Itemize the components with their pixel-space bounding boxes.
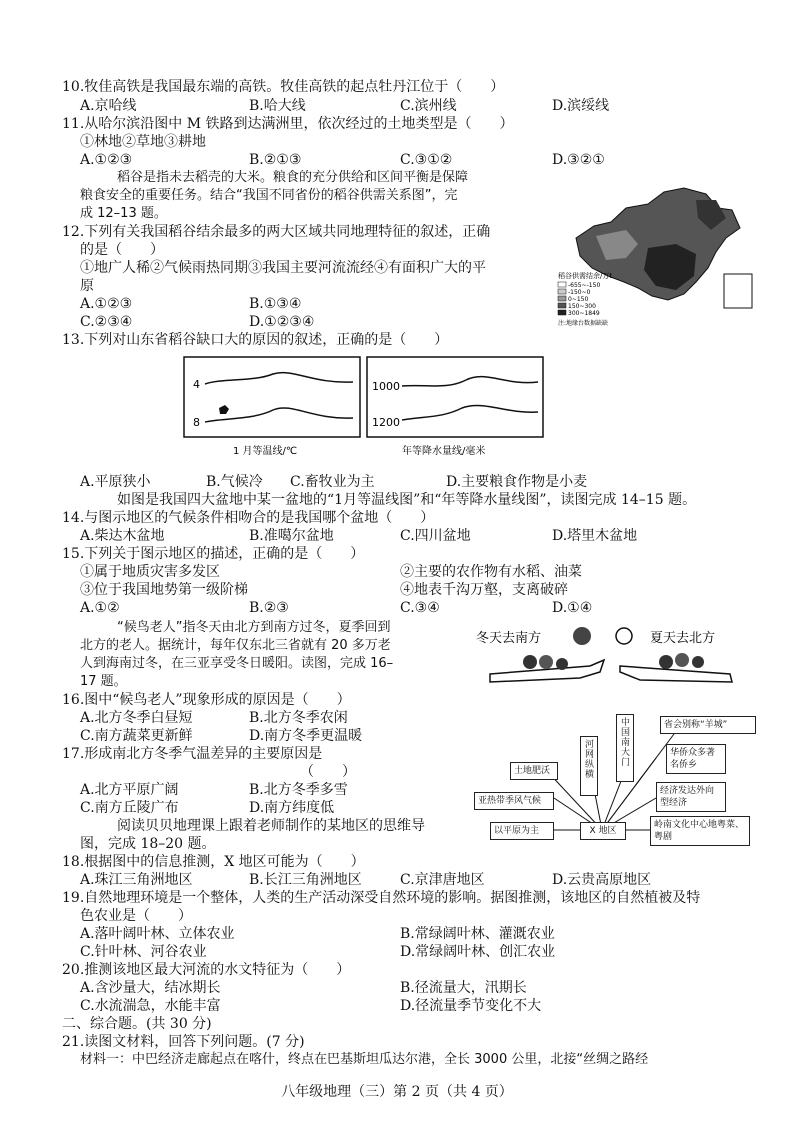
- page-footer: 八年级地理（三）第 2 页（共 4 页）: [281, 1084, 513, 1100]
- q13-stem: 13.下列对山东省稻谷缺口大的原因的叙述，正确的是（ ）: [62, 332, 449, 348]
- isotherm-label-4: 4: [193, 378, 200, 391]
- isohyet-caption: 年等降水量线/毫米: [402, 446, 486, 457]
- q12-stem-1: 12.下列有关我国稻谷结余最多的两大区域共同地理特征的叙述，正确: [62, 224, 491, 240]
- inset-box: [724, 274, 752, 308]
- q15-option-a[interactable]: A.①②: [80, 600, 120, 616]
- mat16-line1: “候鸟老人”指冬天由北方到南方过冬，夏季回到: [117, 620, 391, 635]
- q17-option-b[interactable]: B.北方冬季多雪: [249, 782, 348, 798]
- legend-5: 300~1849: [568, 310, 600, 317]
- q20-option-d[interactable]: D.径流量季节变化不大: [400, 998, 542, 1014]
- q18-option-c[interactable]: C.京津唐地区: [400, 872, 485, 888]
- mat12-line2: 粮食安全的重要任务。结合“我国不同省份的稻谷供需关系图”，完: [80, 188, 458, 203]
- q14-option-b[interactable]: B.准噶尔盆地: [249, 528, 334, 544]
- q20-stem: 20.推测该地区最大河流的水文特征为（ ）: [62, 962, 351, 978]
- q12-option-a[interactable]: A.①②③: [80, 296, 133, 312]
- snow-cloud-icon: [573, 627, 591, 645]
- q18-option-a[interactable]: A.珠江三角洲地区: [80, 872, 193, 888]
- q11-items: ①林地②草地③耕地: [80, 134, 206, 150]
- mat12-line1: 稻谷是指未去稻壳的大米。粮食的充分供给和区间平衡是保障: [117, 170, 469, 185]
- q11-option-c[interactable]: C.③①②: [400, 152, 453, 168]
- q20-option-b[interactable]: B.径流量大，汛期长: [400, 980, 527, 996]
- q20-option-a[interactable]: A.含沙量大，结冰期长: [80, 980, 221, 996]
- q19-option-c[interactable]: C.针叶林、河谷农业: [80, 944, 207, 960]
- q15-item-3: ③位于我国地势第一级阶梯: [80, 582, 248, 598]
- node-x-region: X 地区: [580, 822, 626, 840]
- q16-option-c[interactable]: C.南方蔬菜更新鲜: [80, 728, 193, 744]
- q17-stem: 17.形成南北方冬季气温差异的主要原因是: [62, 746, 323, 762]
- migratory-elders-figure: [470, 622, 770, 696]
- section-2-title: 二、综合题。(共 30 分): [62, 1016, 212, 1032]
- q11-option-d[interactable]: D.③②①: [552, 152, 605, 168]
- q11-stem: 11.从哈尔滨沿图中 M 铁路到达满洲里，依次经过的土地类型是（ ）: [62, 116, 514, 132]
- summer-north-label: 夏天去北方: [650, 631, 716, 646]
- legend-1: -655~-150: [568, 282, 601, 289]
- q18-stem: 18.根据图中的信息推测，X 地区可能为（ ）: [62, 854, 365, 870]
- q17-option-a[interactable]: A.北方平原广阔: [80, 782, 179, 798]
- q15-item-4: ④地表千沟万壑，支离破碎: [400, 582, 568, 598]
- q14-option-d[interactable]: D.塔里木盆地: [552, 528, 638, 544]
- node-overseas-chinese: 华侨众多著名侨乡: [666, 744, 726, 774]
- q15-option-d[interactable]: D.①④: [552, 600, 593, 616]
- node-plains: 以平原为主: [490, 822, 554, 840]
- q13-option-d[interactable]: D.主要粮食作物是小麦: [446, 474, 588, 490]
- q19-stem-1: 19.自然地理环境是一个整体，人类的生产活动深受自然环境的影响。据图推测，该地区的自然植被及特: [62, 890, 701, 906]
- q15-option-c[interactable]: C.③④: [400, 600, 440, 616]
- q15-option-b[interactable]: B.②③: [249, 600, 289, 616]
- q20-option-c[interactable]: C.水流湍急，水能丰富: [80, 998, 221, 1014]
- q10-stem: 10.牧佳高铁是我国最东端的高铁。牧佳高铁的起点牡丹江位于（ ）: [62, 79, 505, 95]
- mat16-line4: 17 题。: [80, 674, 127, 689]
- q12-option-b[interactable]: B.①③④: [249, 296, 302, 312]
- q11-option-a[interactable]: A.①②③: [80, 152, 133, 168]
- node-export-economy: 经济发达外向型经济: [656, 782, 726, 812]
- node-fertile-land: 土地肥沃: [510, 762, 558, 780]
- node-river-network: 河网纵横: [580, 736, 598, 796]
- mat14-line: 如图是我国四大盆地中某一盆地的“1月等温线图”和“年等降水量线图”，读图完成 14–15 题。: [117, 492, 697, 508]
- map-note: 注:地缘台数据缺缺: [558, 320, 609, 327]
- q12-stem-2: 的是（ ）: [80, 242, 164, 258]
- q18-option-d[interactable]: D.云贵高原地区: [552, 872, 652, 888]
- q10-option-b[interactable]: B.哈大线: [249, 98, 306, 114]
- q19-option-b[interactable]: B.常绿阔叶林、灌溉农业: [400, 926, 555, 942]
- q14-option-c[interactable]: C.四川盆地: [400, 528, 471, 544]
- q12-items-2: 原: [80, 278, 94, 294]
- mat18-line2: 图，完成 18–20 题。: [80, 836, 216, 852]
- mind-map: [470, 708, 770, 848]
- q17-option-d[interactable]: D.南方纬度低: [249, 800, 335, 816]
- isohyet-label-1000: 1000: [372, 380, 400, 393]
- q19-option-a[interactable]: A.落叶阔叶林、立体农业: [80, 926, 235, 942]
- q17-paren: （ ）: [300, 764, 356, 780]
- q17-option-c[interactable]: C.南方丘陵广布: [80, 800, 179, 816]
- legend-2: -150~0: [568, 289, 591, 296]
- q15-stem: 15.下列关于图示地区的描述，正确的是（ ）: [62, 546, 365, 562]
- mat16-line3: 人到海南过冬，在三亚享受冬日暖阳。读图，完成 16–: [80, 656, 394, 671]
- mat18-line1: 阅读贝贝地理课上跟着老师制作的某地区的思维导: [117, 818, 425, 834]
- isotherm-figure: [183, 356, 361, 460]
- node-lingnan-culture: 岭南文化中心地粤菜、粤剧: [650, 816, 750, 846]
- isohyet-label-1200: 1200: [372, 416, 400, 429]
- q12-option-d[interactable]: D.①②③④: [249, 314, 315, 330]
- q13-option-b[interactable]: B.气候冷: [206, 474, 263, 490]
- isotherm-label-8: 8: [193, 416, 200, 429]
- q13-option-c[interactable]: C.畜牧业为主: [290, 474, 375, 490]
- isotherm-caption: 1 月等温线/℃: [233, 446, 298, 457]
- rice-supply-map: [556, 178, 766, 330]
- q14-stem: 14.与图示地区的气候条件相吻合的是我国哪个盆地（ ）: [62, 510, 435, 526]
- q18-option-b[interactable]: B.长江三角洲地区: [249, 872, 362, 888]
- node-south-gate: 中国南大门: [616, 714, 634, 782]
- q11-option-b[interactable]: B.②①③: [249, 152, 302, 168]
- q16-option-a[interactable]: A.北方冬季白昼短: [80, 710, 193, 726]
- isohyet-figure: [366, 356, 544, 460]
- winter-south-label: 冬天去南方: [476, 631, 542, 646]
- plane-right-icon: [620, 666, 732, 682]
- q14-option-a[interactable]: A.柴达木盆地: [80, 528, 165, 544]
- q16-stem: 16.图中“候鸟老人”现象形成的原因是（ ）: [62, 692, 351, 708]
- q10-option-c[interactable]: C.滨州线: [400, 98, 457, 114]
- node-monsoon-climate: 亚热带季风气候: [474, 792, 554, 810]
- mat12-line3: 成 12–13 题。: [80, 206, 167, 221]
- q15-item-1: ①属于地质灾害多发区: [80, 564, 220, 580]
- q12-option-c[interactable]: C.②③④: [80, 314, 133, 330]
- legend-4: 150~300: [568, 303, 596, 310]
- q15-item-2: ②主要的农作物有水稻、油菜: [400, 564, 582, 580]
- q19-option-d[interactable]: D.常绿阔叶林、创汇农业: [400, 944, 556, 960]
- q10-option-d[interactable]: D.滨绥线: [552, 98, 610, 114]
- legend-3: 0~150: [568, 296, 589, 303]
- node-ram-city: 省会别称“羊城”: [660, 716, 756, 734]
- q16-option-b[interactable]: B.北方冬季农闲: [249, 710, 348, 726]
- legend-title: 稻谷供需结余/万t: [558, 272, 613, 280]
- q16-option-d[interactable]: D.南方冬季更温暖: [249, 728, 363, 744]
- mat16-line2: 北方的老人。据统计，每年仅东北三省就有 20 多万老: [80, 638, 391, 653]
- sun-icon: [616, 628, 632, 644]
- q10-option-a[interactable]: A.京哈线: [80, 98, 137, 114]
- q21-material-1: 材料一：中巴经济走廊起点在喀什，终点在巴基斯坦瓜达尔港，全长 3000 公里，北接“丝绸之路经: [80, 1052, 649, 1067]
- q13-option-a[interactable]: A.平原狭小: [80, 474, 151, 490]
- q21-stem: 21.读图文材料，回答下列问题。(7 分): [62, 1034, 305, 1050]
- q19-stem-2: 色农业是（ ）: [80, 908, 192, 924]
- q12-items-1: ①地广人稀②气候雨热同期③我国主要河流流经④有面积广大的平: [80, 260, 486, 276]
